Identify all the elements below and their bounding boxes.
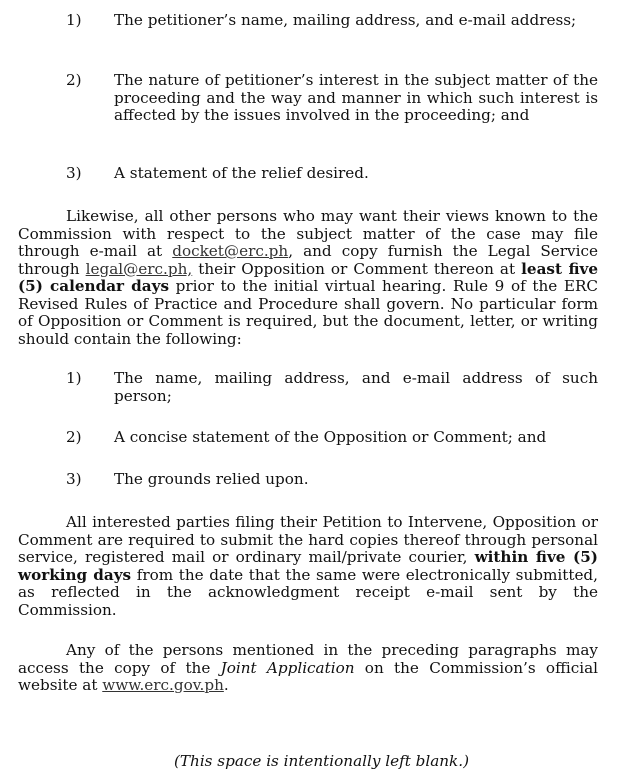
list-number: 1) [66, 369, 82, 387]
list-item [18, 370, 598, 405]
list-text: A concise statement of the Opposition or Comment; and [114, 428, 547, 446]
paragraph-text: on the Commission’s official website at [18, 658, 599, 694]
paragraph-text: Likewise, all other persons who may want their views known to the Commission with respect to the subject matter of the case may file through e-mail at [18, 207, 598, 260]
paragraph-text: from the date that the same were electronically submitted, as reflected in the acknowledgment receipt e-mail sent by the Commission. [18, 565, 598, 619]
list-item [18, 429, 598, 447]
list-text: The petitioner’s name, mailing address, and e-mail address; [114, 11, 577, 29]
paragraph-text: . [223, 676, 229, 694]
paragraph-text: prior to the initial virtual hearing. Rule 9 of the ERC Revised Rules of Practice and Procedure shall govern. No particular form of Opposition or Comment is required, but the document, letter, or writing should contain the following: [18, 277, 599, 348]
list-text: A statement of the relief desired. [114, 164, 369, 182]
list-item [18, 12, 598, 30]
paragraph-text: All interested parties filing their Petition to Intervene, Opposition or Comment are required to submit the hard copies thereof through personal service, registered mail or ordinary mail/private courier, [18, 513, 598, 566]
list-text: The grounds relied upon. [114, 470, 309, 488]
paragraph-text: Any of the persons mentioned in the preceding paragraphs may access the copy of the [18, 641, 598, 677]
paragraph-opposition [18, 208, 598, 348]
list-number: 3) [66, 164, 82, 182]
email-link-legal[interactable]: legal@erc.ph, [85, 259, 193, 278]
email-link-docket[interactable]: docket@erc.ph [172, 242, 289, 260]
deadline-bold: least five (5) calendar days [18, 259, 599, 295]
list-number: 1) [66, 11, 82, 29]
list-item [18, 72, 598, 125]
list-item [18, 165, 598, 183]
paragraph-text: , and copy furnish the Legal Service through [18, 242, 598, 278]
list-number: 2) [66, 428, 82, 446]
paragraph-access [18, 642, 598, 695]
list-number: 2) [66, 71, 82, 89]
website-link[interactable]: www.erc.gov.ph [102, 676, 224, 694]
list-number: 3) [66, 470, 82, 488]
blank-space-note: (This space is intentionally left blank.) [173, 752, 470, 770]
paragraph-text: their Opposition or Comment thereon at [192, 259, 522, 278]
list-text: The name, mailing address, and e-mail address of such person; [114, 369, 598, 405]
paragraph-hard-copies [18, 514, 598, 619]
deadline-bold: within five (5) working days [18, 548, 598, 584]
list-item [18, 471, 598, 489]
list-text: The nature of petitioner’s interest in the subject matter of the proceeding and the way and manner in which such interest is affected by the issues involved in the proceeding; and [114, 71, 598, 124]
italic-title: Joint Application [220, 658, 355, 677]
